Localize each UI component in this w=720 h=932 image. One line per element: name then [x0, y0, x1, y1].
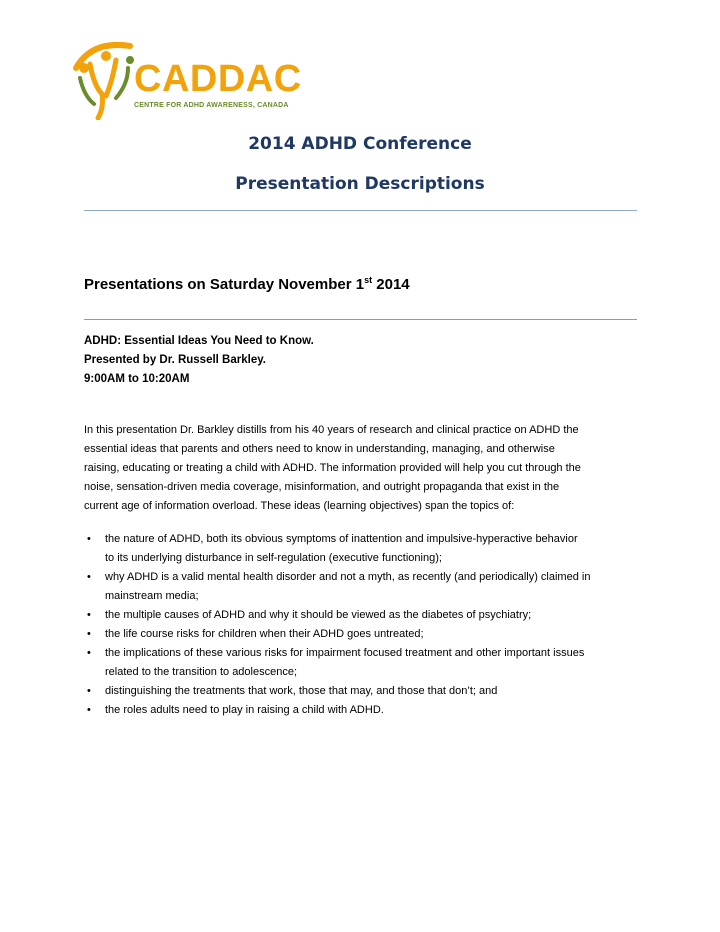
bullet-icon: •	[87, 704, 91, 716]
list-item-text: the roles adults need to play in raising a child with ADHD.	[105, 704, 384, 716]
bullet-icon: •	[87, 647, 91, 659]
section-divider	[84, 319, 637, 320]
logo-tagline: CENTRE FOR ADHD AWARENESS, CANADA	[134, 102, 289, 109]
presentation-presenter: Presented by Dr. Russell Barkley.	[84, 354, 266, 366]
bullet-icon: •	[87, 533, 91, 545]
section-heading-superscript: st	[364, 275, 373, 285]
bullet-icon: •	[87, 685, 91, 697]
list-item-text: related to the transition to adolescence;	[105, 666, 298, 678]
bullet-icon: •	[87, 609, 91, 621]
description-line: essential ideas that parents and others need to know in understanding, managing, and otherwise	[84, 443, 555, 455]
logo-wordmark: CADDAC	[134, 58, 302, 100]
description-line: In this presentation Dr. Barkley distills from his 40 years of research and clinical practice on ADHD the	[84, 424, 579, 436]
list-item	[84, 568, 644, 606]
section-heading	[84, 276, 410, 293]
description-line: raising, educating or treating a child with ADHD. The information provided will help you cut through the	[84, 462, 581, 474]
description-line: noise, sensation-driven media coverage, misinformation, and outright propaganda that exist in the	[84, 481, 560, 493]
caddac-logo	[72, 38, 302, 120]
page-subtitle: Presentation Descriptions	[235, 174, 485, 194]
list-item-text: the implications of these various risks for impairment focused treatment and other important issues	[105, 647, 585, 659]
caddac-figures-icon	[72, 38, 142, 120]
bullet-icon: •	[87, 628, 91, 640]
title-divider	[84, 210, 637, 211]
section-heading-text: Presentations on Saturday November 1	[84, 276, 365, 293]
list-item	[84, 625, 644, 644]
presentation-description	[84, 421, 644, 516]
list-item-text: mainstream media;	[105, 590, 199, 602]
list-item-text: why ADHD is a valid mental health disorder and not a myth, as recently (and periodically) claimed in	[105, 571, 591, 583]
list-item-text: distinguishing the treatments that work, those that may, and those that don’t; and	[105, 685, 498, 697]
list-item-text: the multiple causes of ADHD and why it should be viewed as the diabetes of psychiatry;	[105, 609, 532, 621]
list-item-text: to its underlying disturbance in self-regulation (executive functioning);	[105, 552, 442, 564]
list-item	[84, 606, 644, 625]
page-title: 2014 ADHD Conference	[248, 134, 472, 154]
description-line: current age of information overload. These ideas (learning objectives) span the topics of:	[84, 500, 515, 512]
bullet-icon: •	[87, 571, 91, 583]
section-heading-year: 2014	[372, 276, 410, 293]
list-item	[84, 701, 644, 720]
list-item-text: the life course risks for children when their ADHD goes untreated;	[105, 628, 424, 640]
presentation-title: ADHD: Essential Ideas You Need to Know.	[84, 335, 314, 347]
topics-list	[84, 530, 644, 720]
list-item-text: the nature of ADHD, both its obvious symptoms of inattention and impulsive-hyperactive behavior	[105, 533, 578, 545]
list-item	[84, 644, 644, 682]
presentation-info	[84, 332, 314, 389]
list-item	[84, 682, 644, 701]
list-item	[84, 530, 644, 568]
presentation-time: 9:00AM to 10:20AM	[84, 373, 190, 385]
